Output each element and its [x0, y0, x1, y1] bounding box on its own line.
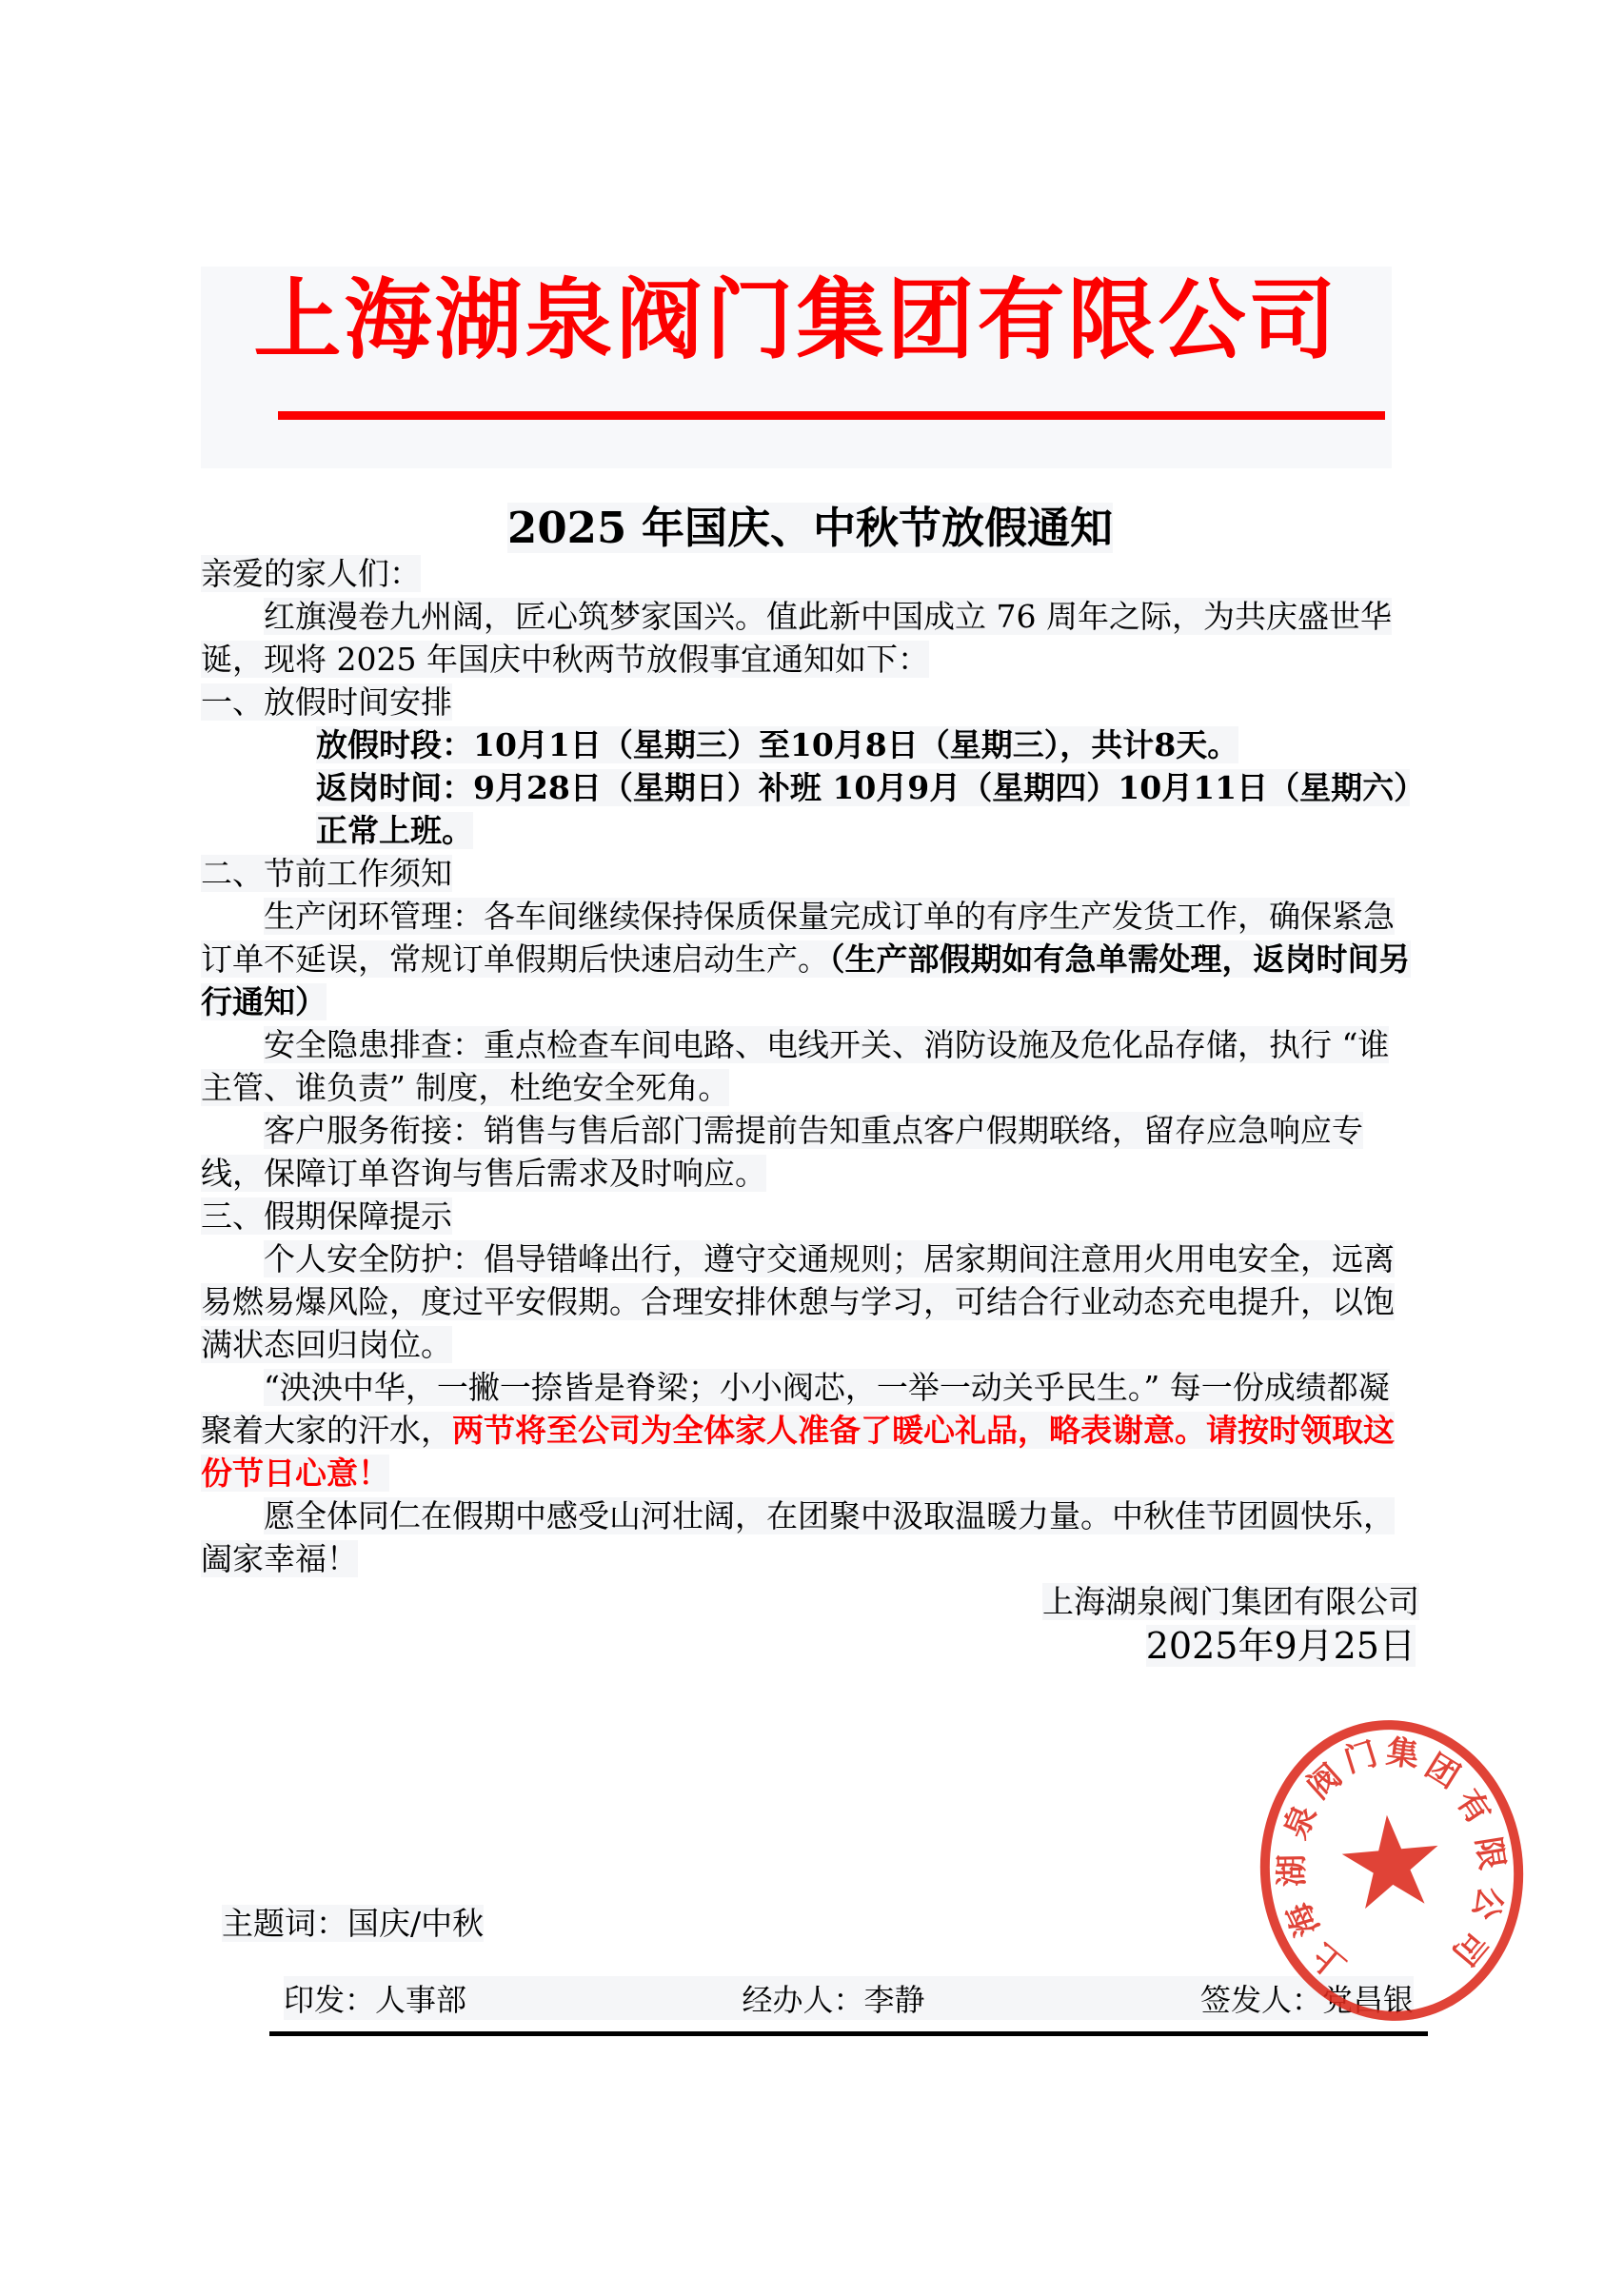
company-name-header: 上海湖泉阀门集团有限公司	[253, 268, 1339, 371]
gift-notice-red-text: 两节将至公司为全体家人准备了暖心礼品，略表谢意。请按时领取这份节日心意！	[201, 1412, 1395, 1492]
customer-service-paragraph: 客户服务衔接：销售与售后部门需提前告知重点客户假期联络，留存应急响应专线，保障订单咨询与售后需求及时响应。	[201, 1112, 1363, 1192]
letterhead-band	[201, 267, 1392, 468]
footer-divider	[269, 2031, 1428, 2036]
section-heading-3: 三、假期保障提示	[201, 1197, 452, 1235]
document-body	[201, 505, 1419, 1669]
company-seal-text: 上 海 湖 泉 阀 门 集 团 有 限 公 司	[1273, 1732, 1512, 1985]
signature-date: 2025年9月25日	[1145, 1625, 1416, 1667]
production-note-bold: （生产部假期如有急单需处理，返岗时间另行通知）	[201, 940, 1411, 1020]
subject-keywords: 主题词：国庆/中秋	[222, 1905, 485, 1942]
return-time-line: 返岗时间：9月28日（星期日）补班 10月9月（星期四）10月11日（星期六）正常上班。	[316, 769, 1410, 849]
footer-handler: 经办人：李静	[742, 1982, 925, 2018]
safety-paragraph: 安全隐患排查：重点检查车间电路、电线开关、消防设施及危化品存储，执行 “谁主管、谁负责” 制度，杜绝安全死角。	[201, 1026, 1390, 1106]
signature-company: 上海湖泉阀门集团有限公司	[1042, 1583, 1419, 1620]
footer-meta-row	[284, 1976, 1414, 2020]
quote-text: “泱泱中华，一撇一捺皆是脊梁；小小阀芯，一举一动关乎民生。” 每一份成绩都凝聚着大家的汗水，	[201, 1369, 1390, 1449]
section-heading-2: 二、节前工作须知	[201, 855, 452, 892]
document-title: 2025 年国庆、中秋节放假通知	[507, 503, 1113, 553]
seal-star-icon: ★	[1328, 1785, 1454, 1941]
intro-paragraph: 红旗漫卷九州阔，匠心筑梦家国兴。值此新中国成立 76 周年之际，为共庆盛世华诞，现将 2025 年国庆中秋两节放假事宜通知如下：	[201, 598, 1392, 678]
personal-safety-paragraph: 个人安全防护：倡导错峰出行，遵守交通规则；居家期间注意用火用电安全，远离易燃易爆风险，度过平安假期。合理安排休憩与学习，可结合行业动态充电提升，以饱满状态回归岗位。	[201, 1240, 1395, 1363]
quote-paragraph	[201, 1366, 1419, 1494]
salutation: 亲爱的家人们：	[201, 555, 421, 592]
footer-signer: 签发人：党昌银	[1199, 1982, 1414, 2018]
letterhead-divider	[278, 411, 1385, 420]
section-heading-1: 一、放假时间安排	[201, 683, 452, 721]
holiday-period-line: 放假时段：10月1日（星期三）至10月8日（星期三），共计8天。	[316, 726, 1239, 763]
footer-print-dept: 印发：人事部	[284, 1982, 467, 2018]
production-text: 生产闭环管理：各车间继续保持保质保量完成订单的有序生产发货工作，确保紧急订单不延误，常规订单假期后快速启动生产。	[201, 898, 1395, 978]
production-paragraph	[201, 895, 1419, 1023]
wish-paragraph: 愿全体同仁在假期中感受山河壮阔，在团聚中汲取温暖力量。中秋佳节团圆快乐，阖家幸福！	[201, 1497, 1395, 1577]
